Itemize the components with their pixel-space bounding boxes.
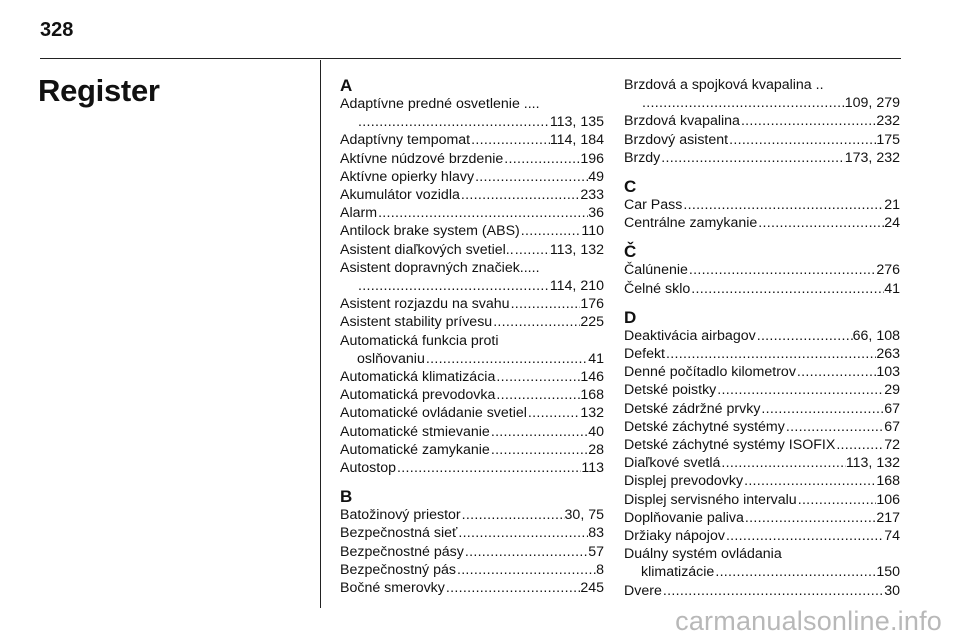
entry-label: Autostop (340, 460, 397, 477)
entry-pages: 106 (876, 491, 900, 508)
entry-pages: 245 (580, 580, 604, 597)
entry-line (340, 186, 604, 204)
index-entry (340, 295, 604, 313)
index-entry (624, 280, 900, 298)
entry-line (340, 150, 604, 168)
index-entry (340, 150, 604, 168)
entry-line (340, 350, 604, 368)
leader-dots (728, 131, 876, 149)
entry-line (624, 400, 900, 418)
entry-line (340, 204, 604, 222)
entry-line (340, 579, 604, 597)
leader-dots (520, 222, 582, 240)
entry-pages: 113, 135 (549, 114, 604, 131)
entry-label: Asistent rozjazdu na svahu (340, 296, 510, 313)
index-entry (624, 149, 900, 167)
leader-dots (490, 423, 588, 441)
index-entry (340, 241, 604, 259)
entry-pages: 74 (884, 528, 900, 545)
entry-line (624, 381, 900, 399)
leader-dots (797, 491, 877, 509)
entry-line (340, 295, 604, 313)
page-title: Register (38, 73, 160, 108)
entry-label: Car Pass (624, 197, 683, 214)
index-entry (340, 95, 604, 131)
entry-label: Asistent dopravných značiek..... (340, 259, 540, 276)
entry-label: Automatické ovládanie svetiel (340, 405, 527, 422)
entry-pages: 114, 210 (549, 278, 604, 295)
entry-pages: 49 (588, 168, 604, 185)
index-entry (624, 131, 900, 149)
entry-label: Deaktivácia airbagov (624, 327, 756, 344)
leader-dots (510, 295, 581, 313)
entry-line (624, 327, 900, 345)
leader-dots (514, 241, 550, 259)
entry-pages: 36 (588, 205, 604, 222)
entry-line (340, 241, 604, 259)
index-entry (340, 313, 604, 331)
entry-pages: 110 (581, 223, 604, 240)
index-section (340, 76, 604, 477)
index-entry (340, 131, 604, 149)
entry-sublabel: oslňovaniu (357, 350, 425, 367)
entry-pages: 175 (876, 131, 900, 148)
entry-label: Detské záchytné systémy ISOFIX (624, 437, 836, 454)
entry-pages: 217 (876, 509, 900, 526)
entry-label: Držiaky nápojov (624, 528, 725, 545)
leader-dots (641, 94, 845, 112)
index-entry (340, 386, 604, 404)
entry-line (624, 509, 900, 527)
entry-label: Automatické stmievanie (340, 423, 490, 440)
leader-dots (474, 168, 588, 186)
entry-line (340, 368, 604, 386)
index-section (624, 242, 900, 297)
entry-label: Duálny systém ovládania (624, 546, 782, 563)
index-entry (340, 561, 604, 579)
entry-line (340, 404, 604, 422)
index-entry (624, 491, 900, 509)
entry-line (340, 277, 604, 295)
entry-pages: 173, 232 (844, 149, 900, 166)
entry-pages: 113, 132 (845, 455, 900, 472)
index-column-2 (624, 76, 900, 610)
index-entry (624, 214, 900, 232)
entry-pages: 225 (580, 314, 604, 331)
index-entry (624, 363, 900, 381)
leader-dots (357, 113, 550, 131)
entry-label: Detské záchytné systémy (624, 418, 785, 435)
entry-line (624, 363, 900, 381)
entry-pages: 196 (580, 150, 604, 167)
entry-line (624, 131, 900, 149)
index-entry (340, 441, 604, 459)
entry-line (340, 113, 604, 131)
entry-line (624, 261, 900, 279)
leader-dots (760, 400, 884, 418)
leader-dots (495, 368, 580, 386)
entry-pages: 168 (580, 387, 604, 404)
leader-dots (665, 345, 876, 363)
leader-dots (495, 386, 580, 404)
leader-dots (796, 363, 876, 381)
entry-label: Bočné smerovky (340, 580, 445, 597)
entry-line (340, 561, 604, 579)
entry-label: Brzdová kvapalina (624, 113, 740, 130)
entry-label: Alarm (340, 205, 378, 222)
leader-dots (835, 436, 884, 454)
index-entry (624, 472, 900, 490)
entry-pages: 263 (876, 346, 900, 363)
index-column-1 (340, 76, 604, 607)
index-entry (624, 327, 900, 345)
index-entry (340, 404, 604, 422)
leader-dots (744, 509, 876, 527)
entry-pages: 30, 75 (564, 507, 604, 524)
entry-pages: 21 (884, 197, 900, 214)
entry-label: Bezpečnostný pás (340, 561, 456, 578)
entry-pages: 276 (876, 262, 900, 279)
entry-label: Antilock brake system (ABS) (340, 223, 520, 240)
entry-pages: 83 (588, 525, 604, 542)
leader-dots (740, 112, 876, 130)
index-entry (624, 76, 900, 112)
leader-dots (357, 277, 550, 295)
entry-pages: 233 (580, 187, 604, 204)
entry-sublabel: klimatizácie (641, 564, 715, 581)
entry-label: Aktívne núdzové brzdenie (340, 150, 504, 167)
entry-label: Automatická funkcia proti (340, 332, 499, 349)
leader-dots (461, 506, 565, 524)
leader-dots (377, 204, 588, 222)
leader-dots (492, 313, 580, 331)
entry-line (624, 491, 900, 509)
entry-line (340, 441, 604, 459)
entry-line (624, 280, 900, 298)
section-letter: Č (624, 242, 637, 262)
index-entry (340, 259, 604, 295)
entry-label: Brzdy (624, 149, 661, 166)
entry-label: Dvere (624, 582, 662, 599)
entry-line (624, 582, 900, 600)
entry-pages: 41 (588, 350, 604, 367)
entry-line (624, 436, 900, 454)
entry-label: Bezpečnostná sieť (340, 525, 458, 542)
entry-pages: 232 (876, 113, 900, 130)
entry-label: Doplňovanie paliva (624, 509, 744, 526)
section-letter: D (624, 307, 637, 327)
entry-label: Asistent stability prívesu (340, 314, 493, 331)
index-entry (340, 459, 604, 477)
leader-dots (490, 441, 588, 459)
entry-pages: 146 (580, 369, 604, 386)
entry-pages: 41 (884, 280, 900, 297)
entry-label: Displej prevodovky (624, 473, 744, 490)
leader-dots (457, 524, 588, 542)
entry-label: Diaľkové svetlá (624, 455, 721, 472)
index-section (624, 177, 900, 232)
entry-pages: 132 (580, 405, 604, 422)
index-entry (624, 261, 900, 279)
index-entry (340, 423, 604, 441)
entry-label: Displej servisného intervalu (624, 491, 797, 508)
entry-line (340, 386, 604, 404)
entry-line (624, 418, 900, 436)
entry-line (624, 527, 900, 545)
entry-pages: 150 (876, 564, 900, 581)
leader-dots (660, 149, 845, 167)
entry-line (340, 423, 604, 441)
entry-label: Detské zádržné prvky (624, 400, 761, 417)
leader-dots (720, 454, 845, 472)
watermark: carmanualsonline.info (675, 606, 942, 636)
entry-line (624, 196, 900, 214)
entry-label: Defekt (624, 346, 666, 363)
entry-line (340, 313, 604, 331)
entry-line (624, 472, 900, 490)
entry-line (624, 149, 900, 167)
index-entry (624, 454, 900, 472)
entry-line (340, 543, 604, 561)
entry-label: Centrálne zamykanie (624, 215, 758, 232)
leader-dots (662, 582, 884, 600)
leader-dots (464, 543, 588, 561)
entry-label: Adaptívne predné osvetlenie .... (340, 96, 540, 112)
entry-pages: 176 (580, 296, 604, 313)
section-letter: A (340, 76, 353, 95)
entry-pages: 57 (588, 543, 604, 560)
entry-label: Automatická prevodovka (340, 387, 496, 404)
leader-dots (743, 472, 876, 490)
entry-label: Automatické zamykanie (340, 441, 490, 458)
index-entry (624, 527, 900, 545)
leader-dots (785, 418, 884, 436)
leader-dots (725, 527, 884, 545)
entry-line (624, 345, 900, 363)
entry-label: Brzdová a spojková kvapalina .. (624, 77, 824, 93)
entry-line (624, 112, 900, 130)
leader-dots (396, 459, 581, 477)
index-entry (340, 543, 604, 561)
entry-label: Detské poistky (624, 382, 717, 399)
column-divider (320, 60, 321, 608)
entry-line (340, 131, 604, 149)
entry-pages: 109, 279 (844, 95, 900, 112)
index-entry (340, 579, 604, 597)
entry-label: Adaptívny tempomat (340, 132, 471, 149)
entry-pages: 67 (884, 400, 900, 417)
leader-dots (527, 404, 580, 422)
entry-label: Denné počítadlo kilometrov (624, 364, 796, 381)
entry-label: Batožinový priestor (340, 507, 461, 524)
entry-line (340, 506, 604, 524)
entry-pages: 66, 108 (852, 327, 900, 344)
index-entry (624, 112, 900, 130)
leader-dots (714, 563, 876, 581)
index-section (624, 76, 900, 167)
index-entry (340, 204, 604, 222)
entry-line (624, 94, 900, 112)
entry-pages: 113, 132 (549, 241, 604, 258)
index-entry (624, 582, 900, 600)
entry-pages: 40 (588, 423, 604, 440)
section-letter: C (624, 177, 637, 197)
entry-pages: 67 (884, 418, 900, 435)
section-letter: B (340, 487, 353, 507)
page-number: 328 (40, 19, 74, 41)
leader-dots (445, 579, 580, 597)
leader-dots (503, 150, 580, 168)
leader-dots (460, 186, 580, 204)
entry-pages: 114, 184 (549, 132, 604, 149)
entry-line (340, 524, 604, 542)
index-entry (624, 196, 900, 214)
index-entry (340, 168, 604, 186)
entry-label: Bezpečnostné pásy (340, 543, 464, 560)
entry-pages: 113 (581, 460, 604, 477)
leader-dots (690, 280, 884, 298)
index-entry (624, 381, 900, 399)
entry-line (340, 168, 604, 186)
entry-label: Aktívne opierky hlavy (340, 168, 475, 185)
index-entry (624, 436, 900, 454)
leader-dots (756, 327, 853, 345)
entry-label: Automatická klimatizácia (340, 369, 496, 386)
entry-line (340, 459, 604, 477)
leader-dots (470, 131, 550, 149)
entry-pages: 168 (876, 473, 900, 490)
entry-pages: 103 (876, 364, 900, 381)
index-entry (624, 545, 900, 581)
leader-dots (682, 196, 884, 214)
index-entry (340, 186, 604, 204)
leader-dots (456, 561, 596, 579)
entry-pages: 30 (884, 582, 900, 599)
index-entry (340, 368, 604, 386)
leader-dots (716, 381, 884, 399)
entry-label: Brzdový asistent (624, 131, 729, 148)
index-entry (340, 506, 604, 524)
leader-dots (425, 350, 588, 368)
entry-line (340, 222, 604, 240)
index-section (624, 308, 900, 600)
entry-label: Asistent diaľkových svetiel.. (340, 241, 514, 258)
entry-pages: 24 (884, 215, 900, 232)
entry-label: Akumulátor vozidla (340, 187, 460, 204)
entry-pages: 72 (884, 437, 900, 454)
index-entry (624, 400, 900, 418)
entry-line (624, 563, 900, 581)
index-entry (340, 222, 604, 240)
leader-dots (757, 214, 884, 232)
leader-dots (688, 261, 876, 279)
entry-pages: 28 (588, 441, 604, 458)
entry-label: Čalúnenie (624, 262, 688, 279)
entry-pages: 8 (596, 561, 604, 578)
index-entry (624, 345, 900, 363)
entry-line (624, 214, 900, 232)
index-section (340, 487, 604, 597)
header-rule (40, 58, 901, 59)
index-entry (624, 418, 900, 436)
index-entry (340, 332, 604, 368)
index-entry (624, 509, 900, 527)
index-entry (340, 524, 604, 542)
entry-pages: 29 (884, 382, 900, 399)
entry-line (624, 454, 900, 472)
entry-label: Čelné sklo (624, 280, 691, 297)
